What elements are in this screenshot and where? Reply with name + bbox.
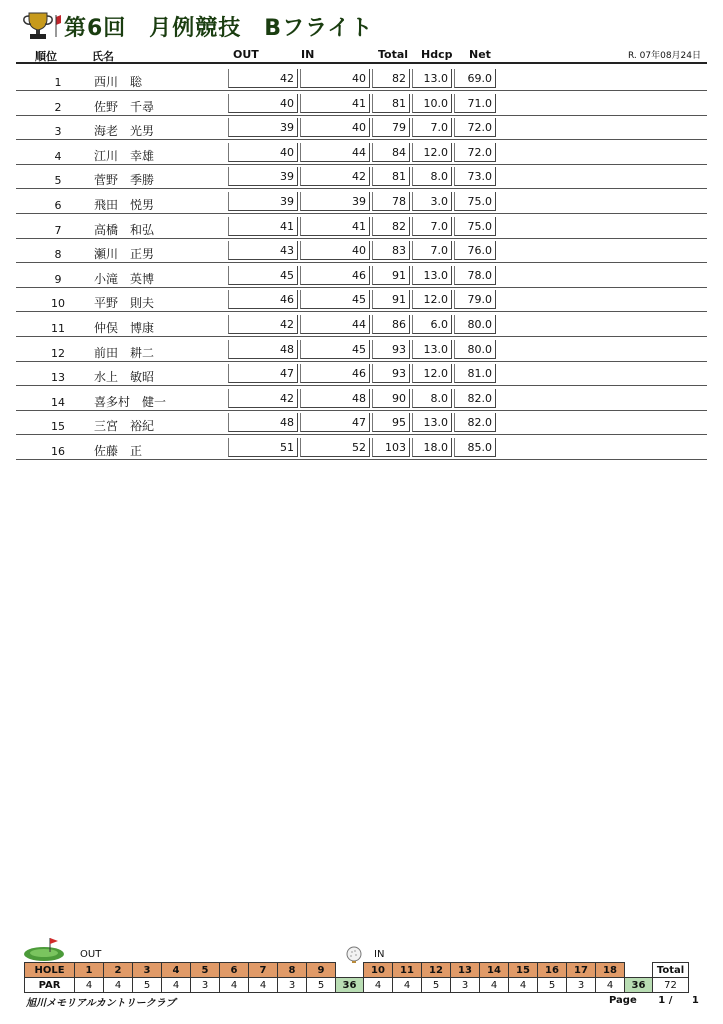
- player-name: 三宮 裕紀: [94, 419, 155, 434]
- rank: 8: [54, 248, 62, 262]
- scorecard-gap: [336, 963, 364, 978]
- total-score: 91: [372, 266, 410, 285]
- result-row: [16, 263, 707, 288]
- handicap: 8.0: [412, 389, 452, 408]
- net-score: 75.0: [454, 192, 496, 211]
- hole-par: 5: [422, 978, 451, 993]
- handicap: 18.0: [412, 438, 452, 457]
- net-score: 81.0: [454, 364, 496, 383]
- handicap: 12.0: [412, 290, 452, 309]
- hole-number: 7: [249, 963, 278, 978]
- out-score: 43: [228, 241, 298, 260]
- hole-number: 11: [393, 963, 422, 978]
- handicap: 7.0: [412, 118, 452, 137]
- player-name: 平野 則夫: [94, 296, 155, 311]
- player-name: 菅野 季勝: [94, 173, 155, 188]
- putting-green-icon: [22, 936, 70, 962]
- in-score: 45: [300, 290, 370, 309]
- rank: 16: [51, 445, 65, 458]
- hole-par: 4: [393, 978, 422, 993]
- rank: 3: [54, 125, 62, 139]
- total-score: 82: [372, 217, 410, 236]
- net-score: 82.0: [454, 389, 496, 408]
- result-row: [16, 410, 707, 435]
- result-row: [16, 164, 707, 189]
- total-score: 86: [372, 315, 410, 334]
- rank: 11: [51, 322, 65, 335]
- trophy-icon: [20, 11, 64, 41]
- rank: 5: [54, 174, 62, 188]
- handicap: 6.0: [412, 315, 452, 334]
- scorecard-out-label: OUT: [80, 949, 102, 960]
- hole-number: 18: [596, 963, 625, 978]
- hole-number: 13: [451, 963, 480, 978]
- net-score: 80.0: [454, 340, 496, 359]
- player-name: 佐野 千尋: [94, 99, 155, 114]
- hole-number: 1: [75, 963, 104, 978]
- handicap: 13.0: [412, 69, 452, 88]
- in-score: 44: [300, 143, 370, 162]
- net-score: 75.0: [454, 217, 496, 236]
- row-divider: [16, 459, 707, 460]
- hole-par: 4: [509, 978, 538, 993]
- net-score: 69.0: [454, 69, 496, 88]
- in-score: 45: [300, 340, 370, 359]
- out-score: 42: [228, 315, 298, 334]
- hole-par: 4: [480, 978, 509, 993]
- scorecard-in-label: IN: [374, 949, 385, 960]
- hole-number: 2: [104, 963, 133, 978]
- page-indicator: [609, 995, 699, 1006]
- hole-par: 4: [249, 978, 278, 993]
- player-name: 小滝 英博: [94, 271, 155, 286]
- hole-number: 5: [191, 963, 220, 978]
- par-row-label: PAR: [25, 978, 75, 993]
- course-par-total: 72: [653, 978, 689, 993]
- total-score: 83: [372, 241, 410, 260]
- total-score: 91: [372, 290, 410, 309]
- page-total: 1: [691, 995, 699, 1006]
- out-score: 45: [228, 266, 298, 285]
- out-score: 41: [228, 217, 298, 236]
- result-row: [16, 435, 707, 460]
- hole-par: 3: [191, 978, 220, 993]
- total-score: 93: [372, 340, 410, 359]
- out-score: 39: [228, 167, 298, 186]
- total-score: 90: [372, 389, 410, 408]
- hole-number: 6: [220, 963, 249, 978]
- handicap: 7.0: [412, 217, 452, 236]
- in-score: 41: [300, 94, 370, 113]
- rank: 14: [51, 395, 65, 409]
- handicap: 13.0: [412, 413, 452, 432]
- course-scorecard: [24, 962, 689, 993]
- player-name: 前田 耕二: [94, 345, 155, 360]
- net-score: 72.0: [454, 118, 496, 137]
- out-score: 40: [228, 143, 298, 162]
- out-par-total: 36: [336, 978, 364, 993]
- result-row: [16, 91, 707, 116]
- net-score: 80.0: [454, 315, 496, 334]
- net-score: 71.0: [454, 94, 496, 113]
- rank: 13: [51, 371, 65, 385]
- hole-par: 3: [451, 978, 480, 993]
- hole-number: 12: [422, 963, 451, 978]
- header-rank: 順位: [35, 50, 57, 63]
- total-score: 93: [372, 364, 410, 383]
- hole-par: 4: [162, 978, 191, 993]
- player-name: 仲俣 博康: [94, 321, 155, 335]
- hole-number: 16: [538, 963, 567, 978]
- total-score: 78: [372, 192, 410, 211]
- result-row: [16, 287, 707, 312]
- rank: 9: [54, 272, 62, 286]
- in-par-total: 36: [625, 978, 653, 993]
- total-label: Total: [653, 963, 689, 978]
- out-score: 39: [228, 118, 298, 137]
- in-score: 44: [300, 315, 370, 334]
- header-name: 氏名: [92, 50, 114, 63]
- net-score: 82.0: [454, 413, 496, 432]
- total-score: 84: [372, 143, 410, 162]
- rank: 2: [54, 100, 62, 114]
- handicap: 3.0: [412, 192, 452, 211]
- in-score: 40: [300, 69, 370, 88]
- out-score: 47: [228, 364, 298, 383]
- hole-number: 10: [364, 963, 393, 978]
- header-total: Total: [378, 48, 409, 61]
- hole-par: 4: [104, 978, 133, 993]
- out-score: 46: [228, 290, 298, 309]
- in-score: 41: [300, 217, 370, 236]
- result-row: [16, 214, 707, 239]
- result-row: [16, 189, 707, 214]
- page-current: 1: [658, 995, 666, 1006]
- page-title: 第6回 月例競技 Bフライト: [64, 16, 374, 41]
- in-score: 40: [300, 241, 370, 260]
- hole-par: 4: [75, 978, 104, 993]
- out-score: 42: [228, 389, 298, 408]
- player-name: 瀬川 正男: [94, 247, 155, 262]
- total-score: 95: [372, 413, 410, 432]
- handicap: 13.0: [412, 340, 452, 359]
- in-score: 47: [300, 413, 370, 432]
- player-name: 喜多村 健一: [94, 394, 167, 409]
- in-score: 40: [300, 118, 370, 137]
- result-row: [16, 115, 707, 140]
- out-score: 48: [228, 413, 298, 432]
- total-score: 81: [372, 167, 410, 186]
- page-separator: /: [668, 995, 673, 1006]
- net-score: 79.0: [454, 290, 496, 309]
- rank: 7: [54, 223, 62, 237]
- hole-number: 14: [480, 963, 509, 978]
- handicap: 12.0: [412, 364, 452, 383]
- result-row: [16, 66, 707, 91]
- hole-par: 4: [364, 978, 393, 993]
- net-score: 85.0: [454, 438, 496, 457]
- out-score: 39: [228, 192, 298, 211]
- result-row: [16, 238, 707, 263]
- in-score: 39: [300, 192, 370, 211]
- hole-par: 4: [596, 978, 625, 993]
- rank: 12: [51, 346, 65, 360]
- hole-par: 3: [567, 978, 596, 993]
- net-score: 73.0: [454, 167, 496, 186]
- result-row: [16, 337, 707, 362]
- player-name: 高橋 和弘: [94, 222, 155, 237]
- rank: 1: [54, 76, 62, 89]
- hole-number: 9: [307, 963, 336, 978]
- rank: 15: [51, 420, 65, 434]
- page-label: Page: [609, 995, 637, 1006]
- total-score: 82: [372, 69, 410, 88]
- header-hdcp: Hdcp: [421, 48, 453, 61]
- rank: 10: [51, 297, 65, 311]
- player-name: 西川 聡: [94, 75, 143, 89]
- result-row: [16, 386, 707, 411]
- player-name: 海老 光男: [94, 124, 155, 139]
- in-score: 46: [300, 266, 370, 285]
- result-row: [16, 312, 707, 337]
- hole-number: 15: [509, 963, 538, 978]
- hole-par: 5: [538, 978, 567, 993]
- hole-row-label: HOLE: [25, 963, 75, 978]
- header-net: Net: [469, 48, 491, 61]
- out-score: 48: [228, 340, 298, 359]
- out-score: 51: [228, 438, 298, 457]
- result-row: [16, 361, 707, 386]
- handicap: 8.0: [412, 167, 452, 186]
- hole-number: 4: [162, 963, 191, 978]
- net-score: 72.0: [454, 143, 496, 162]
- in-score: 42: [300, 167, 370, 186]
- in-score: 46: [300, 364, 370, 383]
- hole-par: 3: [278, 978, 307, 993]
- result-row: [16, 140, 707, 165]
- hole-par: 4: [220, 978, 249, 993]
- header-out: OUT: [233, 48, 259, 61]
- header-divider: [16, 62, 707, 64]
- net-score: 78.0: [454, 266, 496, 285]
- scorecard-gap: [625, 963, 653, 978]
- hole-number: 8: [278, 963, 307, 978]
- event-date: R. 07年08月24日: [627, 51, 701, 61]
- total-score: 81: [372, 94, 410, 113]
- rank: 4: [54, 149, 62, 163]
- hole-par: 5: [307, 978, 336, 993]
- out-score: 40: [228, 94, 298, 113]
- in-score: 48: [300, 389, 370, 408]
- player-name: 水上 敏昭: [94, 370, 155, 385]
- header-in: IN: [301, 48, 315, 61]
- handicap: 7.0: [412, 241, 452, 260]
- net-score: 76.0: [454, 241, 496, 260]
- hole-number: 3: [133, 963, 162, 978]
- rank: 6: [54, 199, 62, 212]
- handicap: 12.0: [412, 143, 452, 162]
- player-name: 飛田 悦男: [94, 198, 155, 212]
- player-name: 佐藤 正: [94, 444, 143, 458]
- total-score: 79: [372, 118, 410, 137]
- hole-number: 17: [567, 963, 596, 978]
- club-name: 旭川メモリアルカントリークラブ: [26, 998, 176, 1009]
- out-score: 42: [228, 69, 298, 88]
- in-score: 52: [300, 438, 370, 457]
- handicap: 13.0: [412, 266, 452, 285]
- handicap: 10.0: [412, 94, 452, 113]
- total-score: 103: [372, 438, 410, 457]
- player-name: 江川 幸雄: [94, 148, 155, 163]
- hole-par: 5: [133, 978, 162, 993]
